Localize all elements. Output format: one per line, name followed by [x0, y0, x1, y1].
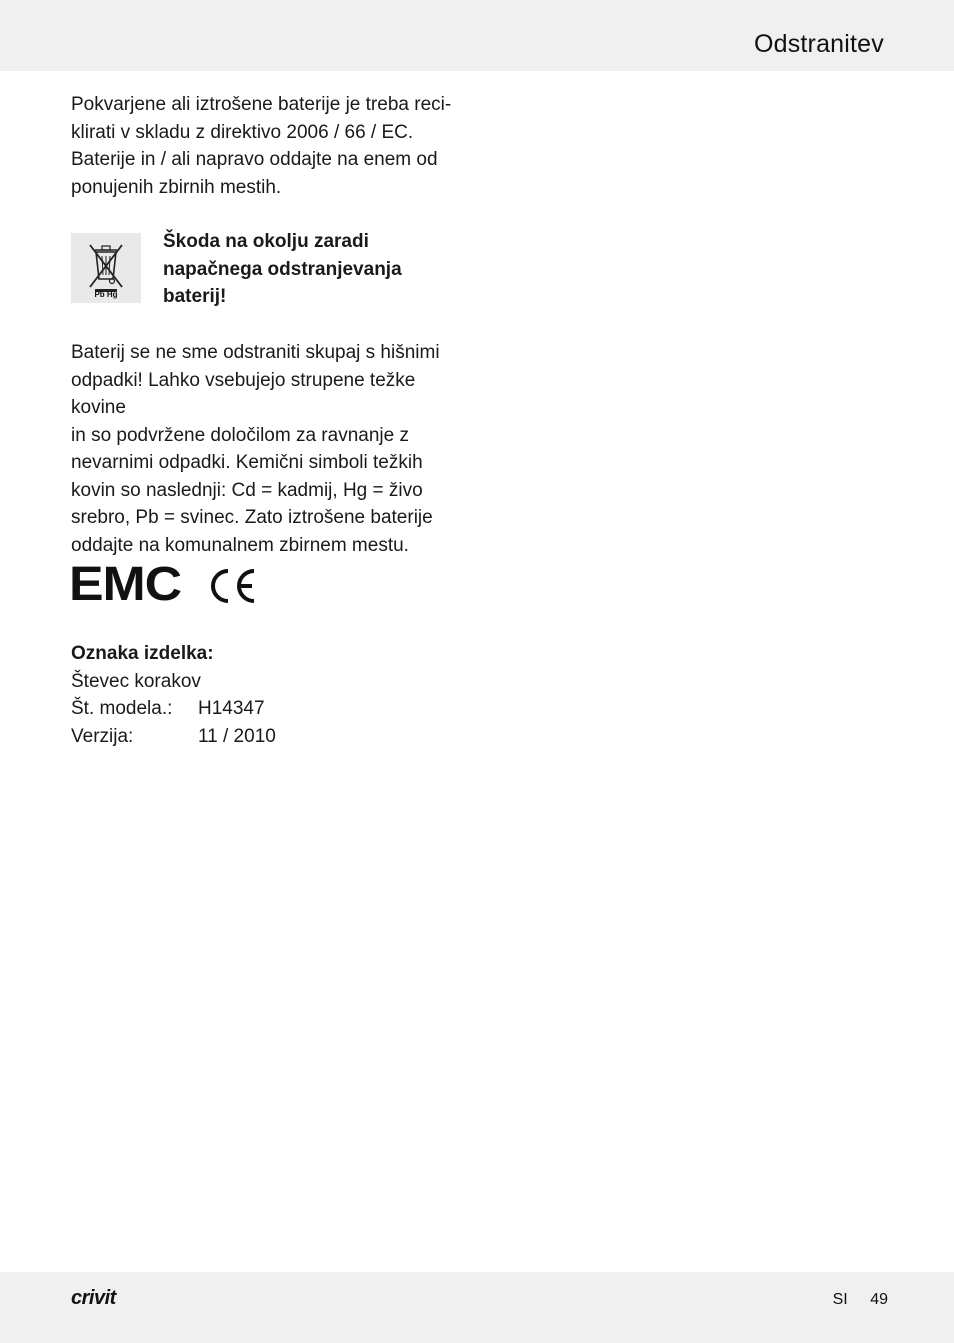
version-value: 11 / 2010	[198, 725, 276, 747]
emc-mark: EMC	[69, 558, 181, 611]
crossed-out-wheelie-bin-icon	[71, 233, 141, 303]
model-value: H14347	[198, 698, 265, 719]
language-code: SI	[832, 1291, 848, 1308]
certification-marks	[69, 558, 269, 613]
version-row	[71, 723, 276, 751]
heavy-metal-caption: Pb Hg	[94, 290, 118, 299]
page-title: Odstranitev	[753, 30, 884, 58]
model-row	[71, 695, 276, 723]
product-info	[71, 640, 276, 750]
brand-logo: crivit	[71, 1287, 116, 1309]
product-heading: Oznaka izdelka:	[71, 643, 214, 664]
warning-heading: Škoda na okolju zaradi napačnega odstranjevanja baterij!	[163, 231, 402, 307]
page-number: 49	[870, 1291, 888, 1308]
page-footer-info	[833, 1291, 888, 1309]
footer-band	[0, 1272, 954, 1343]
version-label: Verzija:	[71, 725, 134, 747]
recycling-paragraph: Pokvarjene ali iztrošene baterije je treba reci- klirati v skladu z direktivo 2006 / 66 / EC. Baterije in / ali napravo oddajte na enem od ponujenih zbirnih mestih.	[71, 94, 452, 198]
product-name: Števec korakov	[71, 670, 201, 692]
ce-mark-icon	[206, 567, 258, 605]
disposal-paragraph: Baterij se ne sme odstraniti skupaj s hišnimi odpadki! Lahko vsebujejo strupene težke kovine in so podvržene določilom za ravnanje z nevarnimi odpadki. Kemični simboli težkih kovin so naslednji: Cd = kadmij, Hg = živo srebro, Pb = svinec. Zato iztrošene baterije oddajte na komunalnem zbirnem mestu.	[71, 342, 440, 556]
battery-warning	[71, 228, 471, 308]
model-label: Št. modela.:	[71, 698, 173, 719]
